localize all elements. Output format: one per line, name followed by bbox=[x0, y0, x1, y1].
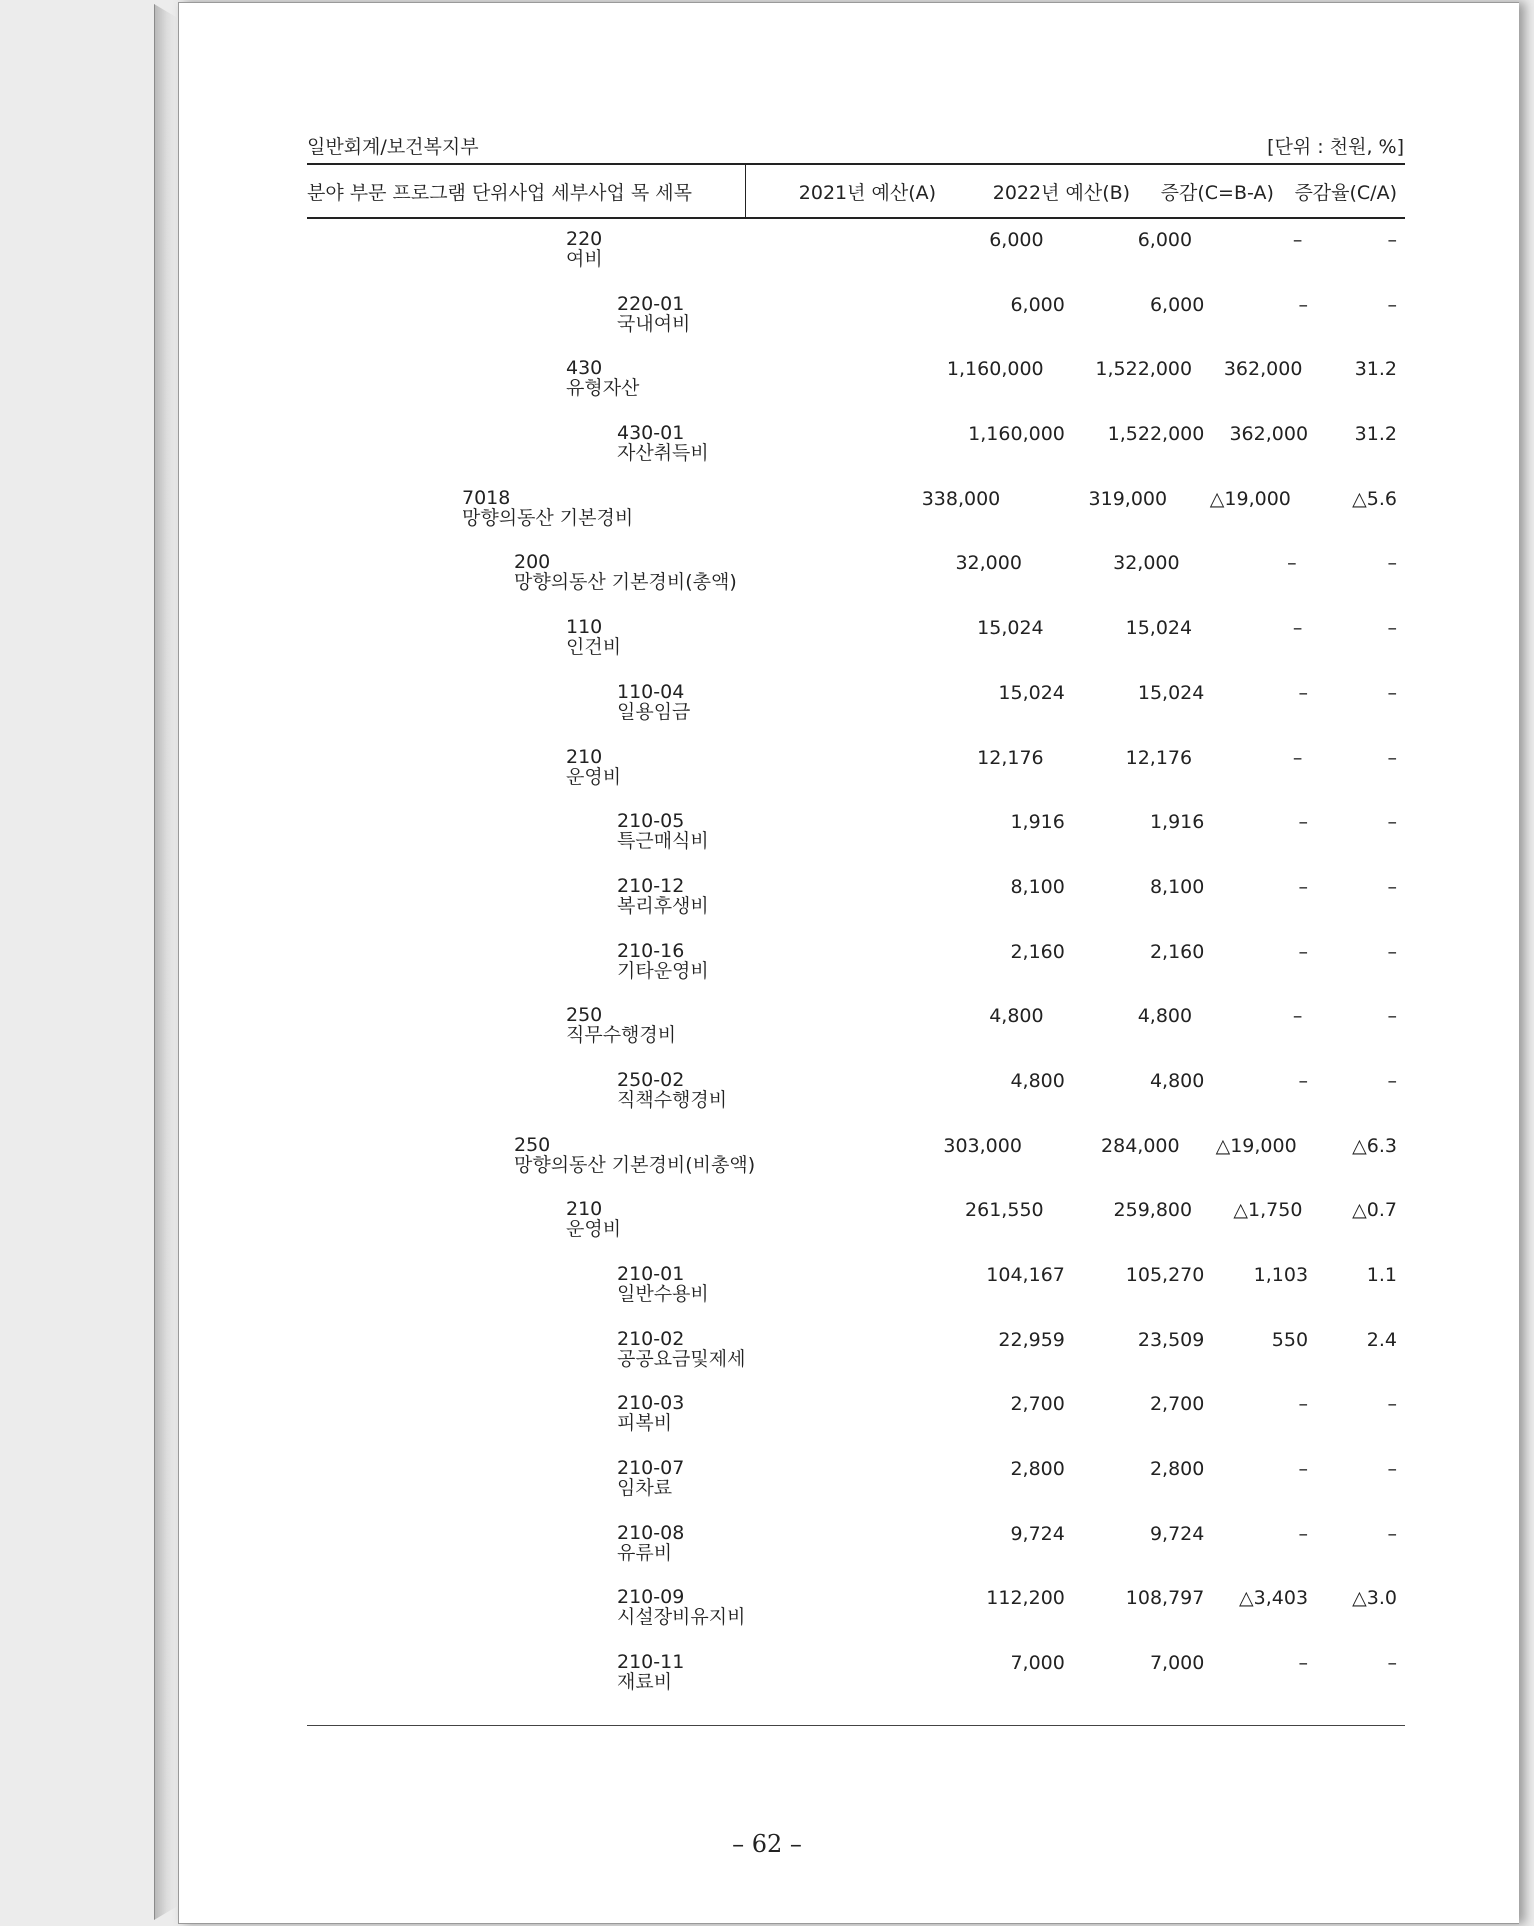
item-code: 430-01 bbox=[617, 422, 685, 445]
table-row bbox=[307, 682, 1405, 747]
table-row bbox=[307, 1329, 1405, 1394]
item-code: 210-03 bbox=[617, 1392, 685, 1415]
budget-2021-cell: 338,000 bbox=[921, 487, 1001, 510]
row-item bbox=[307, 811, 929, 876]
budget-2021-cell: 1,160,000 bbox=[968, 423, 1065, 446]
row-item bbox=[307, 682, 929, 747]
item-name: 일용임금 bbox=[617, 700, 691, 723]
table-row bbox=[307, 229, 1405, 294]
item-name: 재료비 bbox=[617, 1671, 673, 1694]
change-cell: – bbox=[1298, 1458, 1309, 1481]
budget-2022-cell: 7,000 bbox=[1149, 1652, 1205, 1675]
budget-2022-cell: 2,160 bbox=[1149, 940, 1205, 963]
item-name: 기타운영비 bbox=[617, 959, 709, 982]
item-name: 망향의동산 기본경비 bbox=[462, 506, 634, 529]
budget-2022-cell: 1,522,000 bbox=[1095, 358, 1193, 381]
item-code: 210 bbox=[566, 745, 603, 768]
budget-2022-cell: 1,916 bbox=[1149, 811, 1205, 834]
item-name: 유형자산 bbox=[566, 377, 640, 400]
budget-2021-cell: 261,550 bbox=[965, 1199, 1044, 1222]
change-rate-cell: – bbox=[1387, 617, 1397, 640]
budget-2021-cell: 112,200 bbox=[986, 1587, 1065, 1610]
change-cell: – bbox=[1298, 811, 1309, 834]
change-rate-cell: 31.2 bbox=[1354, 423, 1397, 446]
budget-2021-cell: 303,000 bbox=[943, 1134, 1022, 1157]
table-row bbox=[307, 1523, 1405, 1588]
budget-2022-cell: 15,024 bbox=[1125, 617, 1193, 640]
row-item bbox=[307, 1393, 929, 1458]
change-rate-cell: – bbox=[1387, 229, 1397, 251]
change-cell: – bbox=[1298, 1652, 1309, 1675]
change-rate-cell: – bbox=[1387, 940, 1397, 963]
item-code: 210-16 bbox=[617, 939, 685, 962]
budget-2021-cell: 1,160,000 bbox=[946, 358, 1044, 381]
budget-2021-cell: 2,700 bbox=[1010, 1393, 1065, 1416]
item-code: 210-08 bbox=[617, 1521, 685, 1544]
change-cell: △19,000 bbox=[1209, 487, 1291, 510]
budget-2022-cell: 284,000 bbox=[1101, 1134, 1180, 1157]
item-name: 특근매식비 bbox=[617, 830, 709, 853]
budget-2022-cell: 12,176 bbox=[1125, 746, 1193, 769]
item-name: 자산취득비 bbox=[617, 442, 709, 465]
table-row bbox=[307, 617, 1405, 682]
change-rate-cell: – bbox=[1387, 1005, 1397, 1028]
change-rate-cell: – bbox=[1387, 811, 1397, 834]
budget-2022-cell: 15,024 bbox=[1137, 681, 1205, 704]
item-code: 110-04 bbox=[617, 680, 685, 703]
budget-2021-cell: 4,800 bbox=[1010, 1069, 1065, 1092]
item-name: 복리후생비 bbox=[617, 894, 709, 917]
item-name: 임차료 bbox=[617, 1477, 673, 1500]
header-change: 증감(C=B-A) bbox=[1160, 181, 1274, 204]
change-cell: – bbox=[1298, 940, 1309, 963]
table-row bbox=[307, 294, 1405, 359]
budget-2021-cell: 15,024 bbox=[977, 617, 1044, 640]
budget-2022-cell: 4,800 bbox=[1137, 1005, 1193, 1028]
item-code: 7018 bbox=[462, 486, 511, 509]
budget-2021-cell: 12,176 bbox=[977, 746, 1044, 769]
row-item bbox=[307, 1264, 929, 1329]
change-cell: – bbox=[1298, 293, 1309, 316]
item-name: 망향의동산 기본경비(총액) bbox=[514, 571, 737, 594]
budget-2022-cell: 6,000 bbox=[1137, 229, 1193, 251]
item-name: 국내여비 bbox=[617, 312, 691, 335]
change-rate-cell: – bbox=[1387, 746, 1397, 769]
change-rate-cell: – bbox=[1387, 1458, 1397, 1481]
change-cell: 362,000 bbox=[1223, 358, 1303, 381]
header-hierarchy: 분야 부문 프로그램 단위사업 세부사업 목 세목 bbox=[307, 165, 746, 217]
row-item bbox=[307, 617, 899, 682]
section-title: 일반회계/보건복지부 bbox=[307, 136, 479, 158]
change-cell: 1,103 bbox=[1253, 1264, 1309, 1286]
budget-2022-cell: 6,000 bbox=[1149, 293, 1205, 316]
budget-2022-cell: 2,800 bbox=[1149, 1458, 1205, 1481]
item-name: 직책수행경비 bbox=[617, 1088, 728, 1111]
table-row bbox=[307, 423, 1405, 488]
budget-2021-cell: 6,000 bbox=[989, 229, 1044, 251]
change-cell: 362,000 bbox=[1229, 423, 1309, 446]
change-cell: – bbox=[1287, 552, 1297, 575]
budget-2022-cell: 4,800 bbox=[1149, 1069, 1205, 1092]
row-item bbox=[307, 1523, 929, 1588]
row-item bbox=[307, 1005, 899, 1070]
budget-2022-cell: 105,270 bbox=[1125, 1264, 1205, 1286]
change-cell: – bbox=[1292, 1005, 1303, 1028]
row-item bbox=[307, 488, 837, 553]
budget-2022-cell: 2,700 bbox=[1149, 1393, 1205, 1416]
item-code: 220 bbox=[566, 228, 603, 250]
item-code: 210-12 bbox=[617, 874, 685, 897]
budget-table bbox=[307, 163, 1405, 1726]
item-code: 250-02 bbox=[617, 1068, 685, 1091]
row-item bbox=[307, 1458, 929, 1523]
change-rate-cell: – bbox=[1387, 1069, 1397, 1092]
budget-2021-cell: 8,100 bbox=[1010, 875, 1065, 898]
change-rate-cell: 1.1 bbox=[1366, 1264, 1397, 1286]
budget-2021-cell: 104,167 bbox=[986, 1264, 1065, 1286]
table-row bbox=[307, 1393, 1405, 1458]
table-row bbox=[307, 747, 1405, 812]
binder-spine bbox=[154, 4, 181, 1920]
change-rate-cell: △6.3 bbox=[1352, 1134, 1397, 1157]
change-cell: 550 bbox=[1271, 1328, 1309, 1351]
item-name: 인건비 bbox=[566, 636, 622, 659]
budget-2021-cell: 7,000 bbox=[1010, 1652, 1065, 1675]
change-rate-cell: △0.7 bbox=[1352, 1199, 1397, 1222]
table-row bbox=[307, 1458, 1405, 1523]
item-code: 200 bbox=[514, 551, 551, 574]
budget-2022-cell: 32,000 bbox=[1113, 552, 1180, 575]
item-code: 210 bbox=[566, 1198, 603, 1221]
item-code: 210-09 bbox=[617, 1586, 685, 1609]
item-name: 유류비 bbox=[617, 1541, 673, 1564]
row-item bbox=[307, 294, 929, 359]
table-row bbox=[307, 1070, 1405, 1135]
change-rate-cell: – bbox=[1387, 1652, 1397, 1675]
row-item bbox=[307, 1199, 899, 1264]
table-row bbox=[307, 1264, 1405, 1329]
budget-2021-cell: 22,959 bbox=[998, 1328, 1065, 1351]
item-name: 여비 bbox=[566, 248, 603, 270]
row-item bbox=[307, 423, 929, 488]
row-item bbox=[307, 1135, 868, 1200]
table-row bbox=[307, 1652, 1405, 1717]
item-code: 250 bbox=[514, 1133, 551, 1156]
change-rate-cell: – bbox=[1387, 552, 1397, 575]
budget-2022-cell: 23,509 bbox=[1137, 1328, 1205, 1351]
change-rate-cell: 2.4 bbox=[1366, 1328, 1397, 1351]
table-header bbox=[307, 165, 1405, 219]
budget-2022-cell: 259,800 bbox=[1113, 1199, 1193, 1222]
table-row bbox=[307, 488, 1405, 553]
unit-label: [단위 : 천원, %] bbox=[1267, 136, 1404, 158]
item-code: 220-01 bbox=[617, 292, 685, 315]
budget-2022-cell: 108,797 bbox=[1125, 1587, 1205, 1610]
item-code: 250 bbox=[566, 1004, 603, 1027]
change-rate-cell: △3.0 bbox=[1352, 1587, 1397, 1610]
change-cell: – bbox=[1298, 1069, 1309, 1092]
budget-2022-cell: 8,100 bbox=[1149, 875, 1205, 898]
table-row bbox=[307, 941, 1405, 1006]
change-cell: – bbox=[1298, 681, 1309, 704]
change-rate-cell: – bbox=[1387, 875, 1397, 898]
change-rate-cell: – bbox=[1387, 1522, 1397, 1545]
budget-2021-cell: 32,000 bbox=[955, 552, 1022, 575]
change-rate-cell: – bbox=[1387, 293, 1397, 316]
row-item bbox=[307, 747, 899, 812]
item-name: 공공요금및제세 bbox=[617, 1347, 746, 1370]
item-name: 운영비 bbox=[566, 765, 622, 788]
budget-2022-cell: 9,724 bbox=[1149, 1522, 1205, 1545]
change-rate-cell: 31.2 bbox=[1354, 358, 1397, 381]
budget-2021-cell: 6,000 bbox=[1010, 293, 1065, 316]
header-2021-budget: 2021년 예산(A) bbox=[798, 181, 937, 204]
change-cell: △19,000 bbox=[1215, 1134, 1297, 1157]
change-cell: – bbox=[1292, 617, 1303, 640]
change-cell: – bbox=[1298, 1522, 1309, 1545]
budget-2021-cell: 2,800 bbox=[1010, 1458, 1065, 1481]
item-name: 시설장비유지비 bbox=[617, 1606, 746, 1629]
budget-2022-cell: 319,000 bbox=[1088, 487, 1168, 510]
table-row bbox=[307, 876, 1405, 941]
table-row bbox=[307, 552, 1405, 617]
item-code: 210-05 bbox=[617, 810, 685, 833]
item-code: 210-11 bbox=[617, 1651, 685, 1674]
table-row bbox=[307, 1135, 1405, 1200]
change-cell: △1,750 bbox=[1233, 1199, 1303, 1222]
item-name: 직무수행경비 bbox=[566, 1024, 677, 1047]
change-cell: – bbox=[1298, 875, 1309, 898]
item-name: 일반수용비 bbox=[617, 1283, 709, 1305]
table-row bbox=[307, 1587, 1405, 1652]
change-rate-cell: △5.6 bbox=[1352, 487, 1397, 510]
budget-2021-cell: 15,024 bbox=[998, 681, 1065, 704]
change-cell: – bbox=[1298, 1393, 1309, 1416]
item-name: 운영비 bbox=[566, 1218, 622, 1241]
item-name: 피복비 bbox=[617, 1412, 673, 1435]
budget-2021-cell: 2,160 bbox=[1010, 940, 1065, 963]
row-item bbox=[307, 229, 899, 294]
budget-2021-cell: 1,916 bbox=[1010, 811, 1065, 834]
table-row bbox=[307, 1199, 1405, 1264]
budget-2021-cell: 9,724 bbox=[1010, 1522, 1065, 1545]
change-rate-cell: – bbox=[1387, 1393, 1397, 1416]
item-name: 망향의동산 기본경비(비총액) bbox=[514, 1153, 756, 1176]
row-item bbox=[307, 1070, 929, 1135]
row-item bbox=[307, 358, 899, 423]
header-change-rate: 증감율(C/A) bbox=[1294, 181, 1397, 204]
row-item bbox=[307, 1587, 929, 1652]
change-rate-cell: – bbox=[1387, 681, 1397, 704]
table-row bbox=[307, 811, 1405, 876]
row-item bbox=[307, 552, 868, 617]
item-code: 430 bbox=[566, 357, 603, 380]
item-code: 210-01 bbox=[617, 1263, 685, 1285]
budget-2021-cell: 4,800 bbox=[989, 1005, 1044, 1028]
row-item bbox=[307, 1329, 929, 1394]
table-row bbox=[307, 358, 1405, 423]
item-code: 110 bbox=[566, 616, 603, 639]
change-cell: – bbox=[1292, 229, 1303, 251]
page-number: – 62 – bbox=[732, 1830, 802, 1858]
header-2022-budget: 2022년 예산(B) bbox=[992, 181, 1131, 204]
item-code: 210-07 bbox=[617, 1457, 685, 1480]
table-row bbox=[307, 1005, 1405, 1070]
change-cell: △3,403 bbox=[1239, 1587, 1309, 1610]
budget-2022-cell: 1,522,000 bbox=[1107, 423, 1205, 446]
item-code: 210-02 bbox=[617, 1327, 685, 1350]
row-item bbox=[307, 1652, 929, 1717]
table-body bbox=[307, 219, 1405, 1726]
row-item bbox=[307, 876, 929, 941]
change-cell: – bbox=[1292, 746, 1303, 769]
row-item bbox=[307, 941, 929, 1006]
